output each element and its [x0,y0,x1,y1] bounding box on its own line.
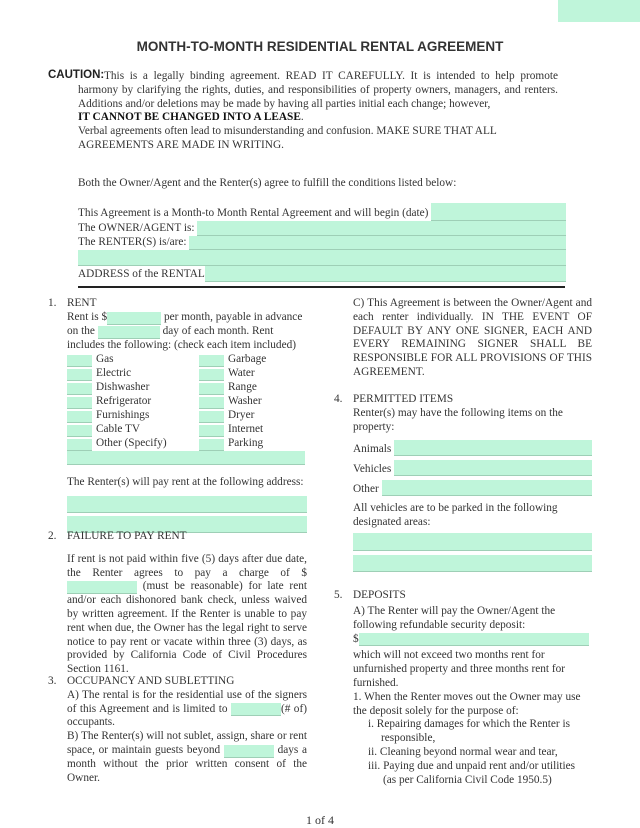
check-electric[interactable] [67,369,92,381]
occupancy-text: A) The rental is for the residential use of the signers of this Agreement and is limited to [67,688,307,715]
check-cable-tv[interactable] [67,425,92,437]
section-number: 1. [48,297,57,309]
day-of-text: day of each month. Rent [162,325,274,337]
animals-label: Animals [353,442,392,455]
check-washer[interactable] [199,397,224,409]
deposits-heading: DEPOSITS [353,589,406,601]
item-label: Other (Specify) [96,436,167,449]
rent-is-label: Rent is $ [67,311,108,323]
item-label: Furnishings [96,408,150,421]
item-label: Range [228,380,257,393]
section-number: 3. [48,675,57,687]
late-fee-field[interactable] [67,581,137,594]
caution-bold: IT CANNOT BE CHANGED INTO A LEASE [78,111,301,124]
permitted-heading: PERMITTED ITEMS [353,393,454,405]
vehicles-label: Vehicles [353,462,392,475]
item-label: Parking [228,436,264,449]
item-label: Cable TV [96,422,141,435]
other-label: Other [353,482,379,495]
civil-code-text: (as per California Civil Code 1950.5) [383,773,552,786]
sublet-text-2: days a month without the prior written consent of the Owner. [67,743,307,784]
renter-field[interactable] [189,236,566,250]
check-dryer[interactable] [199,411,224,423]
address-field[interactable] [205,266,566,282]
item-label: Electric [96,366,132,379]
item-label: Gas [96,352,114,365]
occupancy-heading: OCCUPANCY AND SUBLETTING [67,675,235,687]
item-label: Garbage [228,352,267,365]
check-gas[interactable] [67,355,92,367]
individual-liability-text: C) This Agreement is between the Owner/Agent and each renter individually. IN THE EVENT OF DEFAULT BY ANY ONE SIGNER, EACH AND EVERY REMAINING SIGNER SHALL BE RESPONSIBLE FOR ALL PROVISIONS OF THIS AGREEMENT. [353,297,592,378]
item-label: Dryer [228,408,255,421]
owner-field[interactable] [197,221,566,236]
deposit-text: A) The Renter will pay the Owner/Agent the following refundable security deposit: [353,604,556,631]
divider [78,286,565,288]
parking-field-2[interactable] [353,555,592,572]
sublet-text: B) The Renter(s) will not sublet, assign, share or rent space, or maintain guests beyond [67,730,307,756]
item-label: Water [228,366,255,379]
permitted-intro: Renter(s) may have the following items on the property: [353,406,563,433]
check-refrigerator[interactable] [67,397,92,409]
deposit-use-item: ii. Cleaning beyond normal wear and tear, [368,745,558,758]
animals-field[interactable] [394,440,592,456]
rent-amount-field[interactable] [107,312,161,325]
occupants-field[interactable] [231,703,281,716]
move-out-text: 1. When the Renter moves out the Owner may use the deposit solely for the purpose of: [353,690,581,717]
section-number: 4. [334,393,343,405]
includes-text: includes the following: (check each item included) [67,338,296,351]
section-number: 5. [334,589,343,601]
caution-paragraph: This is a legally binding agreement. READ IT CAREFULLY. It is intended to help promote harmony by clarifying the rights, duties, and responsibilities of property owners, managers, and renters. Additions and/or deletions may be made by having all parties initial each change; however, [78,70,558,110]
caution-label: CAUTION: [48,69,105,81]
occupancy-text-2: (# of) occupants. [67,702,307,729]
page-title: MONTH-TO-MONTH RESIDENTIAL RENTAL AGREEMENT [136,39,504,54]
owner-label: The OWNER/AGENT is: [78,222,195,235]
rent-heading: RENT [67,297,97,309]
late-fee-text-2: (must be reasonable) for late rent and/or each dishonored bank check, unless waived by written agreement. If the Renter is unable to pay rent when due, the Owner has the legal right to serve notice to pay rent or vacate within three (3) days, as provided by California Code of Civil Procedures Section 1161. [67,580,307,676]
item-label: Washer [228,394,262,407]
failure-heading: FAILURE TO PAY RENT [67,530,187,542]
corner-form-field[interactable] [558,0,640,22]
due-day-field[interactable] [98,326,160,339]
utilities-checklist [67,353,307,451]
check-water[interactable] [199,369,224,381]
other-specify-field[interactable] [67,451,305,465]
vehicles-field[interactable] [394,460,592,476]
other-items-field[interactable] [382,480,592,496]
verbal-note: Verbal agreements often lead to misunderstanding and confusion. MAKE SURE THAT ALL AGREEMENTS ARE MADE IN WRITING. [78,125,497,151]
check-dishwasher[interactable] [67,383,92,395]
item-label: Internet [228,422,264,435]
check-furnishings[interactable] [67,411,92,423]
per-month-text: per month, payable in advance [164,311,303,323]
check-internet[interactable] [199,425,224,437]
section-number: 2. [48,530,57,542]
dollar-label: $ [353,632,359,645]
begin-label: This Agreement is a Month-to Month Rental Agreement and will begin (date) [78,207,429,220]
begin-date-field[interactable] [431,203,566,221]
renter-label: The RENTER(S) is/are: [78,236,187,249]
item-label: Dishwasher [96,380,150,393]
check-garbage[interactable] [199,355,224,367]
page-number: 1 of 4 [306,813,334,827]
parking-text: All vehicles are to be parked in the following designated areas: [353,502,558,529]
deposit-limit-text: which will not exceed two months rent for unfurnished property and three months rent for furnished. [353,649,566,689]
pay-address-text: The Renter(s) will pay rent at the following address: [67,475,304,488]
intro-text: Both the Owner/Agent and the Renter(s) agree to fulfill the conditions listed below: [78,177,457,189]
deposit-amount-field[interactable] [359,633,589,646]
check-parking[interactable] [199,439,224,451]
guest-days-field[interactable] [224,745,274,758]
caution-text: This is a legally binding agreement. READ IT CAREFULLY. It is intended to help promote harmony by clarifying the rights, duties, and responsibilities of property owners, managers, and renters. Additions and/or deletions may be made by having all parties initial each change; however, IT CANNOT BE CHANGED INTO A LEASE. Verbal agreements often lead to misunderstanding and confusion. MAKE SURE THAT ALL AGREEMENTS ARE MADE IN WRITING. [78,70,558,151]
check-range[interactable] [199,383,224,395]
address-label: ADDRESS of the RENTAL [78,268,205,281]
on-the-text: on the [67,325,95,337]
parking-field-1[interactable] [353,533,592,551]
late-fee-text: If rent is not paid within five (5) days after due date, the Renter agrees to pay a charge of $ [67,552,307,579]
renter-field-2[interactable] [78,250,566,266]
deposit-use-item: i. Repairing damages for which the Renter is responsible, [368,718,571,745]
check-other[interactable] [67,439,92,451]
item-label: Refrigerator [96,394,152,407]
pay-address-field-1[interactable] [67,496,307,513]
deposit-use-item: iii. Paying due and unpaid rent and/or utilities [368,759,576,772]
